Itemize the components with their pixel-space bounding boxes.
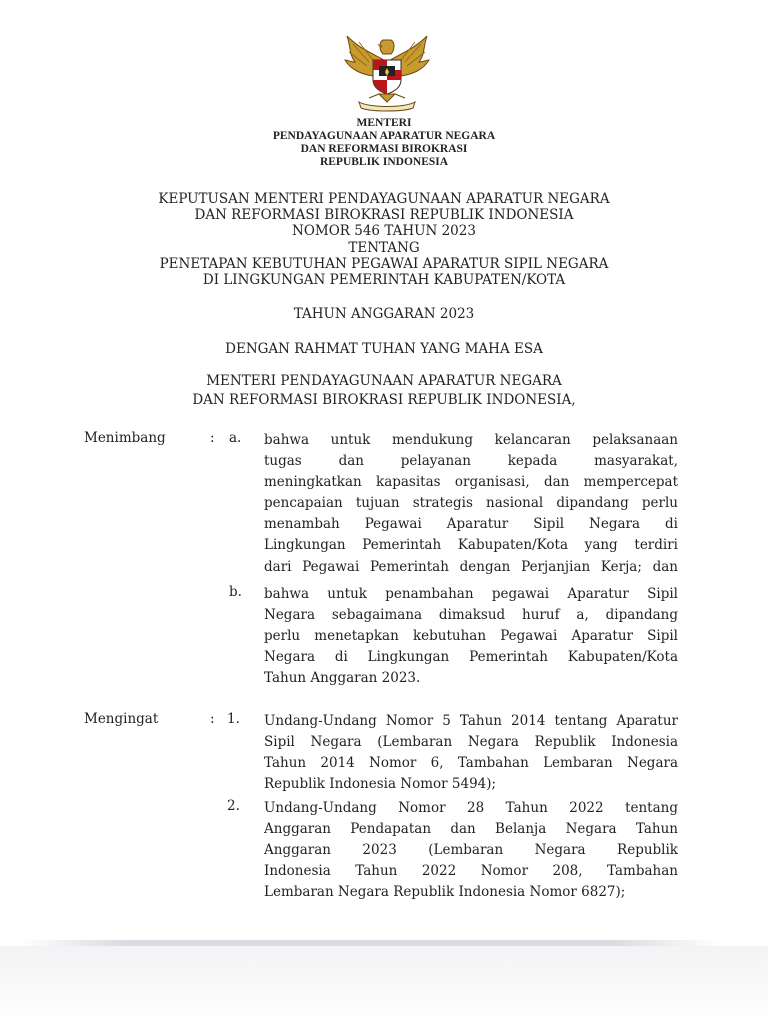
- ministry-header: [0, 117, 768, 169]
- title-line-6: DI LINGKUNGAN PEMERINTAH KABUPATEN/KOTA: [202, 272, 566, 289]
- title-line-4: TENTANG: [348, 239, 420, 256]
- title-line-3: NOMOR 546 TAHUN 2023: [292, 223, 476, 240]
- header-line-3: DAN REFORMASI BIROKRASI: [300, 143, 468, 155]
- decree-title: [0, 191, 768, 288]
- reference-1-line: Undang-Undang Nomor 5 Tahun 2014 tentang Aparatur: [264, 713, 678, 729]
- consideration-a-line: tugas dan pelayanan kepada masyarakat,: [264, 453, 678, 470]
- reference-2: [264, 798, 678, 903]
- header-line-2: PENDAYAGUNAAN APARATUR NEGARA: [272, 130, 496, 142]
- reference-marker-2: 2.: [227, 798, 240, 814]
- budget-year: TAHUN ANGGARAN 2023: [293, 306, 475, 322]
- consideration-a-line: pencapaian tujuan strategis nasional dipandang perlu: [264, 495, 678, 512]
- garuda-emblem-icon: [339, 32, 435, 112]
- consideration-b-line: perlu menetapkan kebutuhan Pegawai Aparatur Sipil: [264, 628, 678, 645]
- consideration-marker-a: a.: [229, 430, 242, 446]
- title-line-2: DAN REFORMASI BIROKRASI REPUBLIK INDONESIA: [194, 207, 574, 224]
- reference-1-line: Sipil Negara (Lembaran Negara Republik Indonesia: [264, 734, 678, 751]
- menimbang-colon: :: [210, 430, 215, 446]
- mengingat-colon: :: [210, 711, 215, 727]
- consideration-a-line: dari Pegawai Pemerintah dengan Perjanjian Kerja; dan: [264, 558, 678, 575]
- preamble-invocation: DENGAN RAHMAT TUHAN YANG MAHA ESA: [225, 341, 543, 357]
- reference-2-line: Anggaran Pendapatan dan Belanja Negara Tahun: [264, 821, 678, 838]
- title-line-1: KEPUTUSAN MENTERI PENDAYAGUNAAN APARATUR NEGARA: [158, 191, 610, 207]
- reference-2-line: Anggaran 2023 (Lembaran Negara Republik: [264, 842, 678, 859]
- consideration-marker-b: b.: [229, 584, 242, 600]
- consideration-a-line: menambah Pegawai Aparatur Sipil Negara di: [264, 516, 678, 533]
- minister-line-2: DAN REFORMASI BIROKRASI REPUBLIK INDONESIA,: [192, 392, 576, 408]
- header-line-1: MENTERI: [356, 117, 412, 129]
- consideration-b-line: Tahun Anggaran 2023.: [264, 670, 421, 687]
- title-line-5: PENETAPAN KEBUTUHAN PEGAWAI APARATUR SIPIL NEGARA: [159, 255, 609, 272]
- consideration-a-line: meningkatkan kapasitas organisasi, dan mempercepat: [264, 474, 678, 491]
- consideration-b-line: bahwa untuk penambahan pegawai Aparatur Sipil: [264, 586, 678, 602]
- mengingat-label: Mengingat: [84, 711, 159, 727]
- reference-1-line: Tahun 2014 Nomor 6, Tambahan Lembaran Negara: [264, 755, 678, 772]
- reference-1: [264, 711, 678, 795]
- minister-line-1: MENTERI PENDAYAGUNAAN APARATUR NEGARA: [206, 373, 562, 389]
- reference-marker-1: 1.: [227, 711, 240, 727]
- scan-bottom-shade: [0, 946, 768, 1024]
- consideration-a: [264, 430, 678, 578]
- consideration-b-line: Negara di Lingkungan Pemerintah Kabupaten/Kota: [264, 649, 678, 666]
- consideration-a-line: Lingkungan Pemerintah Kabupaten/Kota yang terdiri: [264, 537, 678, 554]
- reference-2-line: Indonesia Tahun 2022 Nomor 208, Tambahan: [264, 863, 678, 880]
- menimbang-label: Menimbang: [84, 430, 166, 446]
- reference-1-line: Republik Indonesia Nomor 5494);: [264, 776, 497, 793]
- reference-2-line: Lembaran Negara Republik Indonesia Nomor 6827);: [264, 884, 626, 901]
- minister-title: [0, 372, 768, 410]
- consideration-b: [264, 584, 678, 689]
- header-line-4: REPUBLIK INDONESIA: [319, 156, 449, 168]
- consideration-b-line: Negara sebagaimana dimaksud huruf a, dipandang: [264, 607, 678, 624]
- consideration-a-line: bahwa untuk mendukung kelancaran pelaksanaan: [264, 432, 678, 448]
- reference-2-line: Undang-Undang Nomor 28 Tahun 2022 tentang: [264, 800, 678, 816]
